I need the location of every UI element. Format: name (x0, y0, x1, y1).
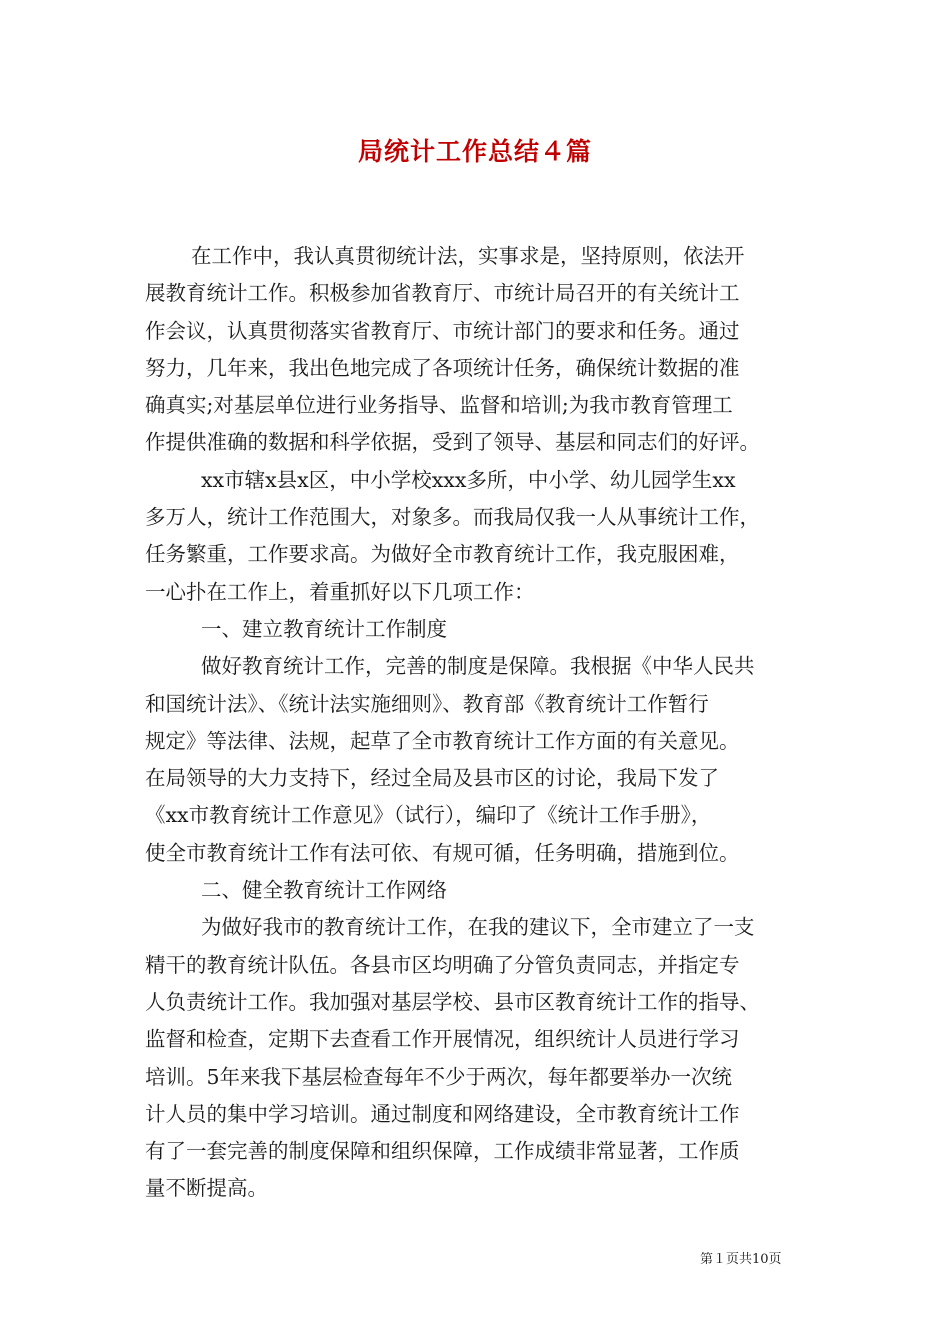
text-line: 和国统计法》、《统计法实施细则》、教育部《教育统计工作暂行 (145, 691, 709, 716)
text-line: 人负责统计工作。我加强对基层学校、县市区教育统计工作的指导、 (145, 989, 760, 1014)
text-line: 使全市教育统计工作有法可依、有规可循，任务明确，措施到位。 (145, 840, 740, 865)
text-line: 多万人，统计工作范围大，对象多。而我局仅我一人从事统计工作， (145, 505, 760, 530)
section-heading: 二、健全教育统计工作网络 (201, 878, 447, 903)
document-title: 局统计工作总结４篇 (357, 137, 592, 166)
text-line: 计人员的集中学习培训。通过制度和网络建设，全市教育统计工作 (145, 1101, 740, 1126)
text-line: 培训。5年来我下基层检查每年不少于两次，每年都要举办一次统 (145, 1064, 733, 1089)
text-line: xx市辖x县x区，中小学校xxx多所，中小学、幼儿园学生xx (201, 467, 736, 492)
text-line: 精干的教育统计队伍。各县市区均明确了分管负责同志，并指定专 (145, 952, 740, 977)
text-line: 作会议，认真贯彻落实省教育厅、市统计部门的要求和任务。通过 (145, 318, 740, 343)
text-line: 努力，几年来，我出色地完成了各项统计任务，确保统计数据的准 (145, 355, 740, 380)
text-line: 任务繁重，工作要求高。为做好全市教育统计工作，我克服困难， (145, 542, 740, 567)
text-line: 为做好我市的教育统计工作，在我的建议下，全市建立了一支 (201, 915, 755, 940)
document-body (145, 238, 807, 1208)
page-number: 第１页共10页 (700, 1252, 782, 1267)
text-line: 在局领导的大力支持下，经过全局及县市区的讨论，我局下发了 (145, 766, 719, 791)
text-line: 规定》等法律、法规，起草了全市教育统计工作方面的有关意见。 (145, 728, 740, 753)
text-line: 有了一套完善的制度保障和组织保障，工作成绩非常显著，工作质 (145, 1139, 740, 1164)
text-line: 量不断提高。 (145, 1176, 268, 1201)
text-line: 一心扑在工作上，着重抓好以下几项工作： (145, 579, 535, 604)
section-heading: 一、建立教育统计工作制度 (201, 616, 447, 641)
text-line: 在工作中，我认真贯彻统计法，实事求是，坚持原则，依法开 (191, 244, 745, 268)
text-line: 作提供准确的数据和科学依据，受到了领导、基层和同志们的好评。 (145, 430, 760, 455)
text-line: 监督和检查，定期下去查看工作开展情况，组织统计人员进行学习 (145, 1027, 740, 1052)
text-line: 确真实;对基层单位进行业务指导、监督和培训;为我市教育管理工 (145, 393, 733, 418)
text-line: 做好教育统计工作，完善的制度是保障。我根据《中华人民共 (201, 654, 755, 679)
text-line: 展教育统计工作。积极参加省教育厅、市统计局召开的有关统计工 (145, 281, 740, 306)
text-line: 《xx市教育统计工作意见》（试行），编印了《统计工作手册》， (145, 803, 712, 828)
